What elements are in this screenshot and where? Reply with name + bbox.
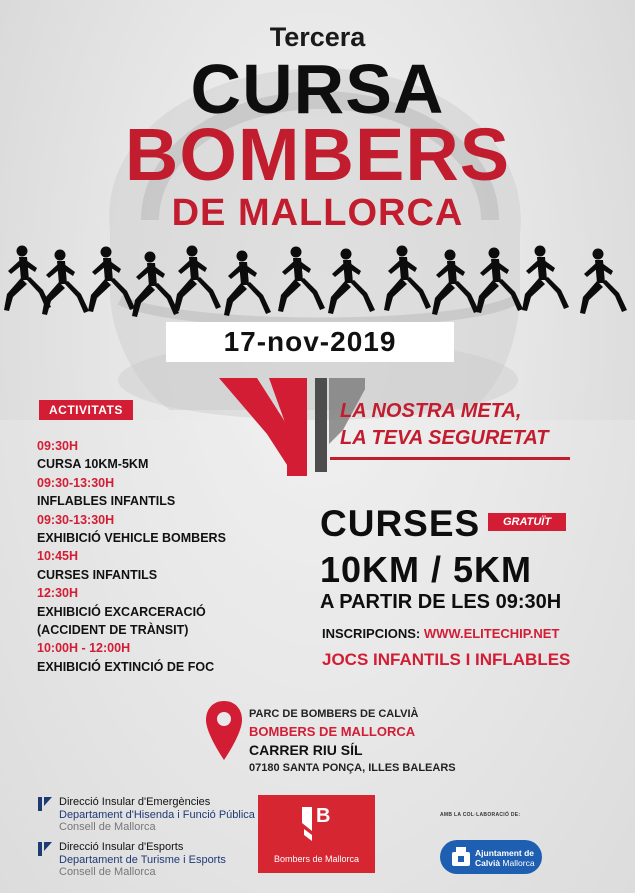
motto [340,398,549,452]
activity-name: INFLABLES INFANTILS [37,494,176,509]
runners-silhouette-row [0,238,635,318]
inscriptions-link[interactable]: WWW.ELITECHIP.NET [423,626,560,641]
bombers-de-mallorca-logo [258,795,375,873]
calvia-line-1: Ajuntament de [475,848,535,858]
inscriptions-label: INSCRIPCIONS: [322,626,421,641]
activity-time: 10:00H - 12:00H [37,641,131,656]
title-cursa: CURSA [190,50,445,128]
bombers-logo-caption: Bombers de Mallorca [273,854,360,864]
consell-mallorca-logo-icon [38,797,54,811]
calvia-text [475,848,535,868]
activity-time: 09:30-13:30H [37,512,115,527]
activities-list [37,437,267,676]
activity-time: 09:30-13:30H [37,475,115,490]
location-pin-icon [205,700,243,762]
races-heading: CURSES [320,503,481,544]
calvia-line-2: Calvià [475,858,501,868]
title-de-mallorca: DE MALLORCA [171,192,464,234]
activity-name: EXHIBICIÓ EXCARCERACIÓ [37,604,206,619]
activities-heading: ACTIVITATS [39,400,133,420]
activity-name: EXHIBICIÓ EXTINCIÓ DE FOC [37,659,215,674]
calvia-crest-icon [448,844,474,870]
activity-time: 09:30H [37,439,78,453]
organizer-department: Departament de Turisme i Esports [59,853,226,866]
event-date: 17-nov-2019 [166,322,454,362]
title-bombers: BOMBERS [124,113,511,196]
venue-city: 07180 SANTA PONÇA, ILLES BALEARS [249,762,456,774]
collaboration-label: AMB LA COL·LABORACIÓ DE: [440,812,521,818]
edition-label: Tercera [269,22,366,52]
race-start-time: A PARTIR DE LES 09:30H [320,591,562,613]
inscriptions [322,626,559,641]
activity-time: 12:30H [37,586,78,601]
activity-name: CURSA 10KM-5KM [37,457,149,472]
activity-name: CURSES INFANTILS [37,567,158,582]
venue-address [249,705,456,777]
motto-underline [330,457,570,460]
free-badge: GRATUÏT [488,513,566,531]
bombers-logo-letter: B [316,805,331,827]
consell-mallorca-logo-icon [38,842,54,856]
kids-games-note: JOCS INFANTILS I INFLABLES [322,650,571,669]
activity-time: 10:45H [37,549,78,564]
motto-line-1: LA NOSTRA META, [340,400,522,422]
race-distances: 10KM / 5KM [320,549,533,590]
organizer-body: Consell de Mallorca [59,866,156,878]
venue-name: PARC DE BOMBERS DE CALVIÀ [249,708,419,720]
organizer-department: Departament d'Hisenda i Funció Pública [59,808,255,821]
activity-name: EXHIBICIÓ VEHICLE BOMBERS [37,531,226,546]
ajuntament-calvia-logo [440,840,542,874]
organizer-name: Direcció Insular d'Emergències [59,796,211,808]
activity-name-detail: (ACCIDENT DE TRÀNSIT) [37,623,189,638]
venue-organization: BOMBERS DE MALLORCA [249,724,416,739]
motto-line-2: LA TEVA SEGURETAT [340,427,549,449]
venue-street: CARRER RIU SÍL [249,742,363,758]
calvia-line-3: Mallorca [502,858,535,868]
organizer-name: Direcció Insular d'Esports [59,841,184,853]
organizer-body: Consell de Mallorca [59,821,156,833]
